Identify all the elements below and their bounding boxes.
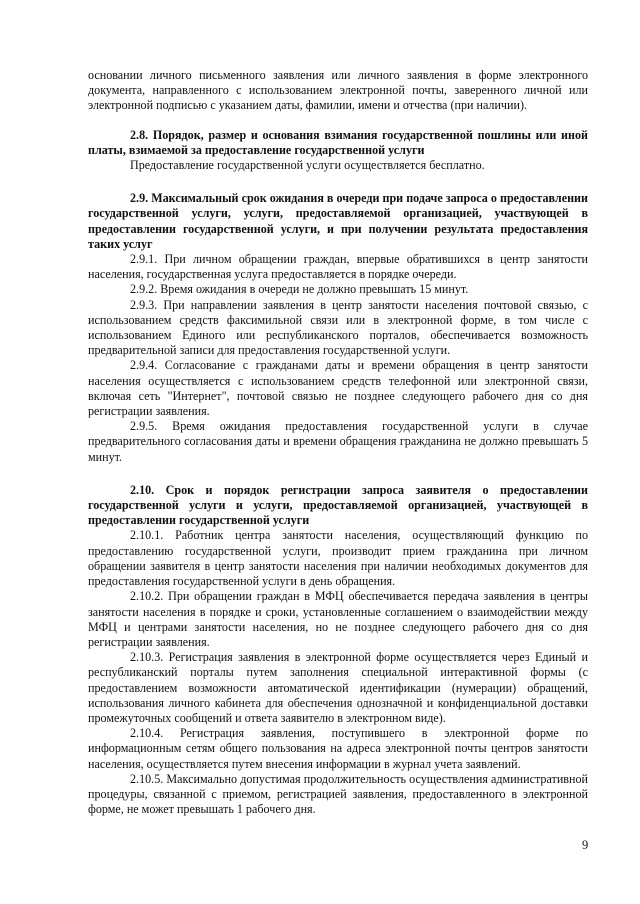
document-body bbox=[88, 68, 588, 817]
paragraph-2-10-1: 2.10.1. Работник центра занятости населения, осуществляющий функцию по предоставлению государственной услуги, производит прием гражданина при личном обращении заявителя в центр занятости населения при наличии необходимых документов для предоставления государственной услуги в день обращения. bbox=[88, 528, 588, 589]
paragraph-2-9-4: 2.9.4. Согласование с гражданами даты и времени обращения в центр занятости населения осуществляется с использованием средств телефонной или электронной связи, включая сеть "Интернет", почтовой связью не позднее следующего рабочего дня со дня регистрации заявления. bbox=[88, 358, 588, 419]
section-heading-2-8: 2.8. Порядок, размер и основания взимания государственной пошлины или иной платы, взимаемой за предоставление государственной услуги bbox=[88, 127, 588, 157]
paragraph-2-9-2: 2.9.2. Время ожидания в очереди не должно превышать 15 минут. bbox=[130, 282, 469, 297]
paragraph-2-10-4: 2.10.4. Регистрация заявления, поступившего в электронной форме по информационным сетям общего пользования на адреса электронной почты центров занятости населения, осуществляется путем внесения информации в журнал учета заявлений. bbox=[88, 726, 588, 771]
paragraph-2-10-2: 2.10.2. При обращении граждан в МФЦ обеспечивается передача заявления в центры занятости населения в порядке и сроки, установленные соглашением о взаимодействии между МФЦ и центрами занятости населения, но не позднее следующего рабочего дня со дня регистрации заявления. bbox=[88, 589, 588, 649]
paragraph-2-10-3: 2.10.3. Регистрация заявления в электронной форме осуществляется через Единый и республиканский порталы путем заполнения специальной интерактивной формы (с предоставлением возможности автоматической идентификации (нумерации) обращений, использования личного кабинета для обеспечения однозначной и конфиденциальной доставки промежуточных сообщений и ответа заявителю в электронном виде). bbox=[88, 650, 588, 725]
paragraph-2-8: Предоставление государственной услуги осуществляется бесплатно. bbox=[130, 158, 485, 173]
section-heading-2-9: 2.9. Максимальный срок ожидания в очереди при подаче запроса о предоставлении государственной услуги, услуги, предоставляемой организацией, участвующей в предоставлении государственной услуги, и при получении результата предоставления таких услуг bbox=[88, 191, 588, 251]
paragraph-2-9-1: 2.9.1. При личном обращении граждан, впервые обратившихся в центр занятости населения, государственная услуга предоставляется в порядке очереди. bbox=[88, 252, 588, 282]
paragraph-2-9-5: 2.9.5. Время ожидания предоставления государственной услуги в случае предварительного согласования даты и времени обращения гражданина не должно превышать 5 минут. bbox=[88, 419, 588, 464]
paragraph-2-9-3: 2.9.3. При направлении заявления в центр занятости населения почтовой связью, с использованием средств факсимильной связи или в электронной форме, в том числе с использованием Единого или республиканского порталов, обеспечивается возможность предварительной записи для предоставления государственной услуги. bbox=[88, 297, 588, 358]
page-number: 9 bbox=[582, 838, 589, 852]
section-heading-2-10: 2.10. Срок и порядок регистрации запроса заявителя о предоставлении государственной услуги и услуги, предоставляемой организацией, участвующей в предоставлении государственной услуги bbox=[88, 482, 588, 528]
paragraph-2-10-5: 2.10.5. Максимально допустимая продолжительность осуществления административной процедуры, связанной с приемом, регистрацией заявления, предоставленного в электронной форме, не может превышать 1 рабочего дня. bbox=[88, 771, 588, 817]
paragraph-continuation: основании личного письменного заявления или личного заявления в форме электронного документа, направленного с использованием электронной почты, заверенного личной или электронной подписью с указанием даты, фамилии, имени и отчества (при наличии). bbox=[88, 68, 588, 113]
